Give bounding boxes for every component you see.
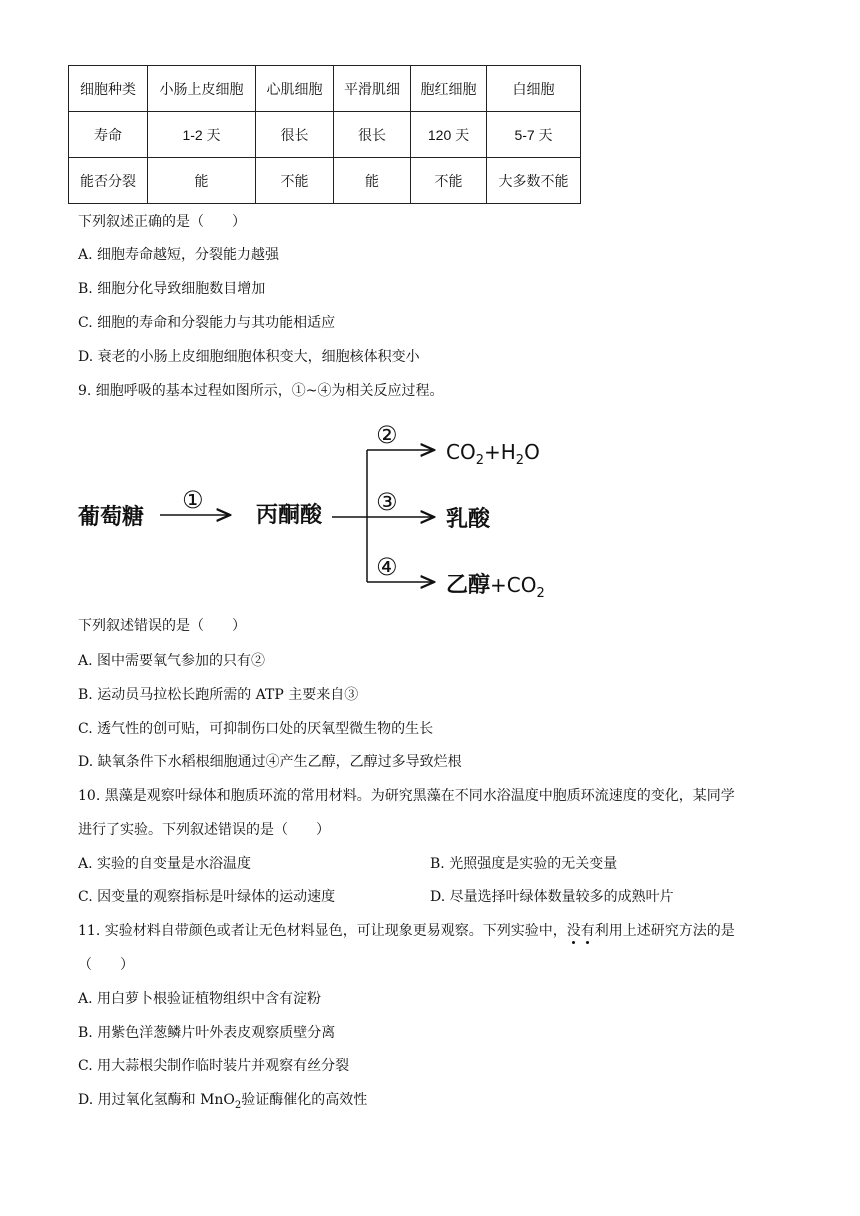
sub-2: 2 bbox=[515, 453, 525, 468]
q8-option-c: C. 细胞的寿命和分裂能力与其功能相适应 bbox=[78, 315, 336, 331]
table-cell: 能 bbox=[148, 158, 256, 204]
q11-option-c: C. 用大蒜根尖制作临时装片并观察有丝分裂 bbox=[78, 1058, 350, 1074]
table-row-header bbox=[69, 66, 581, 112]
step4-label: ④ bbox=[376, 553, 398, 581]
table-cell: 胞红细胞 bbox=[411, 66, 487, 112]
table-cell: 心肌细胞 bbox=[256, 66, 334, 112]
table-row-division bbox=[69, 158, 581, 204]
table-cell: 5-7 天 bbox=[487, 112, 581, 158]
q9-option-a: A. 图中需要氧气参加的只有② bbox=[78, 653, 266, 669]
q9-option-b: B. 运动员马拉松长跑所需的 ATP 主要来自③ bbox=[78, 687, 359, 703]
q11-option-d-pre: D. 用过氧化氢酶和 MnO bbox=[78, 1092, 235, 1108]
emphasis-char: 没 bbox=[566, 923, 581, 939]
q11-option-d bbox=[78, 1090, 367, 1116]
table-cell: 1-2 天 bbox=[148, 112, 256, 158]
emphasis-char: 有 bbox=[580, 923, 595, 939]
co2-text: CO bbox=[446, 440, 476, 464]
q10-option-d: D. 尽量选择叶绿体数量较多的成熟叶片 bbox=[430, 889, 674, 905]
q10-option-b: B. 光照强度是实验的无关变量 bbox=[430, 856, 618, 872]
table-cell: 很长 bbox=[256, 112, 334, 158]
table-cell: 120 天 bbox=[411, 112, 487, 158]
glucose-label: 葡萄糖 bbox=[78, 505, 145, 530]
q11-option-a: A. 用白萝卜根验证植物组织中含有淀粉 bbox=[78, 991, 322, 1007]
table-cell: 寿命 bbox=[69, 112, 148, 158]
pyruvate-label: 丙酮酸 bbox=[256, 503, 323, 528]
step2-label: ② bbox=[376, 421, 398, 449]
q10-line1: 10. 黑藻是观察叶绿体和胞质环流的常用材料。为研究黑藻在不同水浴温度中胞质环流速度的变化，某同学 bbox=[78, 788, 735, 804]
plus-co2-text: +CO bbox=[490, 573, 537, 597]
q10-option-c: C. 因变量的观察指标是叶绿体的运动速度 bbox=[78, 889, 336, 905]
table-row-lifespan bbox=[69, 112, 581, 158]
table-cell: 很长 bbox=[334, 112, 411, 158]
q11-line1-pre: 11. 实验材料自带颜色或者让无色材料显色，可让现象更易观察。下列实验中， bbox=[78, 923, 567, 939]
q9-stem: 9. 细胞呼吸的基本过程如图所示，①~④为相关反应过程。 bbox=[78, 383, 444, 399]
q8-stem: 下列叙述正确的是（ ） bbox=[78, 214, 246, 230]
q11-line1-post: 利用上述研究方法的是 bbox=[594, 923, 735, 939]
table-cell: 不能 bbox=[256, 158, 334, 204]
q10-option-a: A. 实验的自变量是水浴温度 bbox=[78, 856, 252, 872]
q9-question: 下列叙述错误的是（ ） bbox=[78, 618, 246, 634]
h-text: +H bbox=[484, 440, 516, 464]
table-cell: 能否分裂 bbox=[69, 158, 148, 204]
cell-respiration-diagram bbox=[70, 418, 550, 603]
q8-option-d: D. 衰老的小肠上皮细胞细胞体积变大，细胞核体积变小 bbox=[78, 349, 420, 365]
sub-2: 2 bbox=[536, 586, 545, 601]
q11-line1 bbox=[78, 921, 735, 941]
q9-option-c: C. 透气性的创可贴，可抑制伤口处的厌氧型微生物的生长 bbox=[78, 721, 434, 737]
table-cell: 小肠上皮细胞 bbox=[148, 66, 256, 112]
lactate-label: 乳酸 bbox=[446, 507, 491, 532]
ethanol-co2-label bbox=[446, 572, 545, 601]
q11-line2: （ ） bbox=[78, 957, 134, 973]
table-cell: 平滑肌细 bbox=[334, 66, 411, 112]
co2-h2o-label bbox=[446, 440, 540, 468]
table-cell: 细胞种类 bbox=[69, 66, 148, 112]
cell-lifespan-table bbox=[68, 65, 581, 204]
q8-option-b: B. 细胞分化导致细胞数目增加 bbox=[78, 281, 266, 297]
table-cell: 能 bbox=[334, 158, 411, 204]
q11-option-b: B. 用紫色洋葱鳞片叶外表皮观察质壁分离 bbox=[78, 1025, 336, 1041]
q10-line2: 进行了实验。下列叙述错误的是（ ） bbox=[78, 822, 330, 838]
q11-option-d-post: 验证酶催化的高效性 bbox=[241, 1092, 368, 1108]
o-text: O bbox=[524, 440, 540, 464]
q9-option-d: D. 缺氧条件下水稻根细胞通过④产生乙醇，乙醇过多导致烂根 bbox=[78, 754, 462, 770]
table-cell: 大多数不能 bbox=[487, 158, 581, 204]
step1-label: ① bbox=[182, 486, 204, 514]
sub-2: 2 bbox=[475, 453, 484, 468]
subscript-2: 2 bbox=[234, 1099, 242, 1111]
step3-label: ③ bbox=[376, 488, 398, 516]
table-cell: 白细胞 bbox=[487, 66, 581, 112]
ethanol-text: 乙醇 bbox=[446, 573, 491, 598]
table-cell: 不能 bbox=[411, 158, 487, 204]
q8-option-a: A. 细胞寿命越短，分裂能力越强 bbox=[78, 247, 280, 263]
